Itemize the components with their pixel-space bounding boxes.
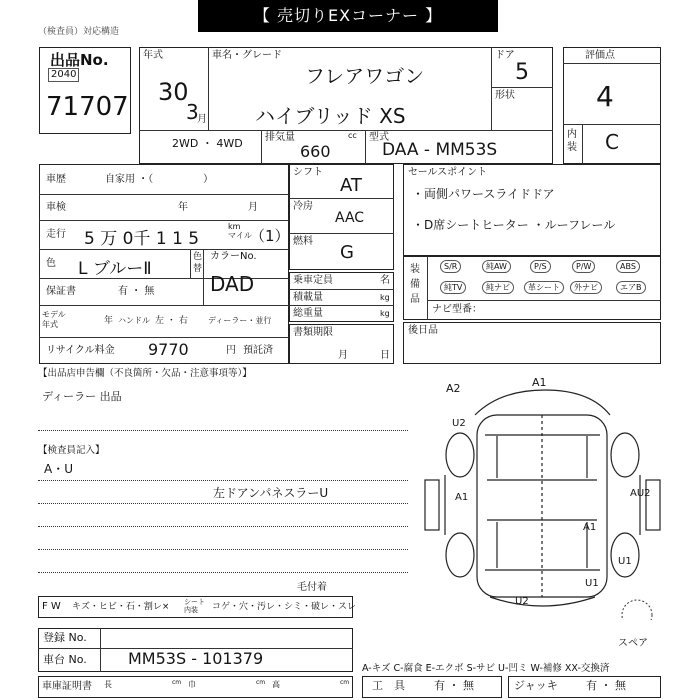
history-value: 自家用 ・（ ） <box>105 174 214 185</box>
chassis-value: MM53S - 101379 <box>128 649 264 668</box>
receipt-box <box>403 322 661 364</box>
navi-model-label: ナビ型番： <box>432 304 482 315</box>
inspection-year: 年 <box>178 202 188 213</box>
model-year-label: モデル 年式 <box>42 310 66 329</box>
shift-label: シフト <box>293 167 323 178</box>
year-month: 3 <box>186 100 199 124</box>
diagram-mark-u2-rear: U2 <box>515 596 529 607</box>
diagram-mark-u1-rear: U1 <box>585 578 599 589</box>
equipment-pw: P/W <box>572 260 595 273</box>
doors-value: 5 <box>515 60 529 85</box>
recycle-label: リサイクル料金 <box>46 345 115 356</box>
model-label: 型式 <box>369 132 389 143</box>
inspector-line1: A・U <box>44 462 73 476</box>
fw-label: F W <box>42 601 61 612</box>
recycle-status: 預託済 <box>243 345 273 356</box>
expiry-label: 書類期限 <box>293 327 333 338</box>
handle-value: 左 ・ 右 <box>155 316 188 326</box>
interior-value: C <box>605 130 619 154</box>
fw-text: キズ・ヒビ・石・割レ× <box>72 602 170 612</box>
diagram-mark-u2-left: U2 <box>452 418 466 429</box>
certificate-long: 長 <box>104 680 112 689</box>
equipment-abs: ABS <box>616 260 640 273</box>
equipment-aw: 純AW <box>482 260 511 273</box>
lot-label: 出品No. <box>50 51 109 69</box>
expiry-month: 月 <box>338 350 348 361</box>
sales-point-2: ・D席シートヒーター ・ルーフレール <box>412 218 616 232</box>
mileage-value: 5 万 0千 1 1 5 <box>84 229 200 249</box>
certificate-unit-2: cm <box>256 679 266 686</box>
diagram-mark-a1-left: A1 <box>455 492 469 503</box>
ac-value: AAC <box>335 210 365 226</box>
certificate-high: 高 <box>272 680 280 689</box>
equipment-leather: 革シート <box>524 281 564 294</box>
year-label: 年式 <box>143 50 163 61</box>
expiry-day: 日 <box>380 350 390 361</box>
mileage-note: （1） <box>250 227 290 245</box>
diagram-mark-a1-top: A1 <box>532 376 547 389</box>
equipment-navi: 純ナビ <box>482 281 514 294</box>
capacity-unit: 名 <box>380 275 390 286</box>
drive-2wd: 2WD ・ 4WD <box>172 137 243 150</box>
model-value: DAA - MM53S <box>382 140 498 160</box>
capacity-label: 乗車定員 <box>293 275 333 286</box>
car-label: 車名・グレード <box>212 50 282 61</box>
color-code: DAD <box>210 272 255 296</box>
handle-label: ハンドル <box>118 316 150 325</box>
interior-label: 内装 <box>567 129 577 153</box>
lot-number: 71707 <box>46 92 129 122</box>
equipment-label: 装備品 <box>410 264 420 305</box>
top-note: （検査員）対応構造 <box>38 27 120 37</box>
equipment-airbag: エアB <box>616 281 646 294</box>
ac-label: 冷房 <box>293 201 313 212</box>
weight-unit: kg <box>380 309 390 318</box>
color-change-label: 色替 <box>193 252 203 274</box>
displacement-value: 660 <box>300 142 331 161</box>
fuel-label: 燃料 <box>293 236 313 247</box>
chassis-label: 車台 No. <box>43 653 87 666</box>
damage-legend: A-キズ C-腐食 E-エクボ S-サビ U-凹ミ W-補修 XX-交換済 <box>362 663 610 674</box>
model-year-year: 年 <box>104 316 114 326</box>
diagram-mark-au2: AU2 <box>630 488 651 499</box>
color-label: 色 <box>46 258 56 269</box>
history-label: 車歴 <box>46 174 66 185</box>
certificate-unit-1: cm <box>172 679 182 686</box>
spare-label: スペア <box>618 638 648 649</box>
jack-label: ジャッキ <box>514 679 558 692</box>
displacement-unit: cc <box>348 131 357 140</box>
remarks-value: ディーラー 出品 <box>42 390 122 403</box>
jack-value: 有 ・ 無 <box>586 679 626 692</box>
equipment-ps: P/S <box>530 260 551 273</box>
fuel-value: G <box>340 242 354 263</box>
tools-value: 有 ・ 無 <box>434 679 474 692</box>
inspector-line2: 左ドアンパネスラーU <box>213 486 329 500</box>
displacement-label: 排気量 <box>265 132 295 143</box>
lot-sub: 2040 <box>48 68 79 82</box>
remarks-label: 【出品店申告欄（不良箇所・欠品・注意事項等）】 <box>38 368 252 379</box>
receipt-label: 後日品 <box>408 325 438 336</box>
month-unit: 月 <box>197 114 207 125</box>
certificate-unit-3: cm <box>340 679 350 686</box>
color-value: L ブルーⅡ <box>78 259 152 279</box>
warranty-label: 保証書 <box>46 286 76 297</box>
inspection-label: 車検 <box>46 202 66 213</box>
warranty-value: 有 ・ 無 <box>118 286 155 297</box>
diagram-mark-a1-right: A1 <box>583 522 597 533</box>
recycle-unit: 円 <box>226 345 236 356</box>
equipment-ext-navi: 外ナビ <box>570 281 602 294</box>
weight-label: 総重量 <box>293 308 323 319</box>
certificate-label: 車庫証明書 <box>42 681 92 692</box>
seat-text: コゲ・穴・汚レ・シミ・破レ・スレ <box>212 602 357 612</box>
registration-label: 登録 No. <box>43 631 87 644</box>
fw-note: 毛付着 <box>297 582 327 593</box>
score-value: 4 <box>596 80 614 113</box>
doors-label: ドア <box>495 50 515 61</box>
equipment-sr: S/R <box>440 260 461 273</box>
color-code-label: カラーNo. <box>210 251 257 262</box>
lot-box <box>39 47 131 134</box>
diagram-mark-a2: A2 <box>446 382 461 395</box>
sales-point-1: ・両側パワースライドドア <box>412 187 555 201</box>
mileage-unit: km マイル <box>228 222 252 240</box>
diagram-mark-u1-side: U1 <box>618 556 632 567</box>
year-value: 30 <box>158 78 189 106</box>
shape-label: 形状 <box>495 90 515 101</box>
car-name: フレアワゴン <box>305 64 425 88</box>
tools-label: 工 具 <box>372 679 405 692</box>
shift-value: AT <box>340 175 362 196</box>
inspection-month: 月 <box>248 202 258 213</box>
recycle-value: 9770 <box>148 340 189 359</box>
load-label: 積載量 <box>293 292 323 303</box>
car-grade: ハイブリッド XS <box>255 104 406 128</box>
seat-label: シート内装 <box>184 598 205 614</box>
score-label: 評価点 <box>585 50 615 61</box>
sales-points-label: セールスポイント <box>408 167 488 178</box>
certificate-width: 巾 <box>188 680 196 689</box>
dealer-label: ディーラー・並行 <box>208 316 272 325</box>
equipment-tv: 純TV <box>440 281 466 294</box>
load-unit: kg <box>380 293 390 302</box>
mileage-label: 走行 <box>46 229 66 240</box>
page-header: 【 売切りEXコーナー 】 <box>198 0 498 32</box>
inspector-label: 【検査員記入】 <box>38 445 105 456</box>
